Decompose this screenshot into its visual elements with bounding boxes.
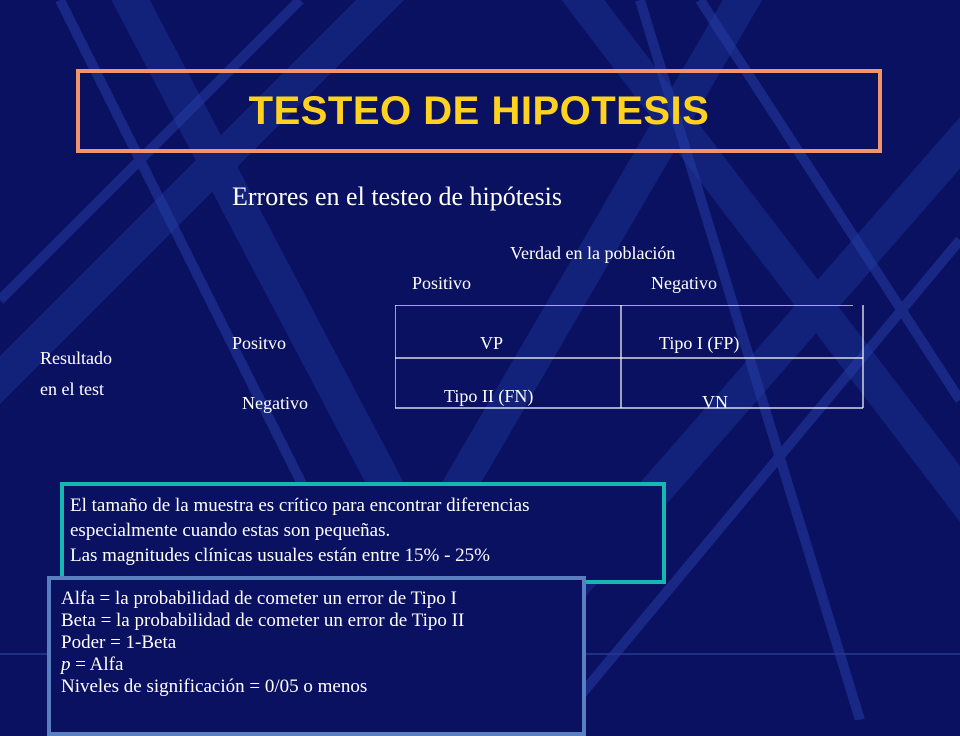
note-box: [60, 482, 666, 584]
p-equals-alfa: = Alfa: [70, 654, 124, 675]
cell-vp: VP: [480, 333, 504, 353]
definitions-box: [47, 576, 586, 736]
note-line-1: El tamaño de la muestra es crítico para encontrar diferencias: [70, 495, 530, 516]
slide-title: TESTEO DE HIPOTESIS: [248, 88, 710, 133]
note-line-3: Las magnitudes clínicas usuales están entre 15% - 25%: [70, 545, 490, 566]
definition-alfa: Alfa = la probabilidad de cometer un error de Tipo I: [61, 588, 457, 609]
definition-p: [61, 654, 582, 676]
cell-tipo-ii: Tipo II (FN): [444, 386, 534, 406]
col-header-negativo: Negativo: [651, 273, 717, 293]
side-label-line2: en el test: [40, 379, 104, 399]
slide-subtitle: Errores en el testeo de hipótesis: [232, 182, 562, 211]
definition-beta: Beta = la probabilidad de cometer un error de Tipo II: [61, 610, 465, 631]
note-line-2: especialmente cuando estas son pequeñas.: [70, 520, 391, 541]
table-header-group: Verdad en la población: [510, 243, 676, 263]
side-label-line1: Resultado: [40, 348, 112, 368]
row-header-negativo: Negativo: [242, 393, 308, 413]
definition-significance: Niveles de significación = 0/05 o menos: [61, 676, 368, 697]
cell-vn: VN: [702, 392, 728, 412]
title-box: [76, 69, 882, 153]
cell-tipo-i: Tipo I (FP): [659, 333, 740, 353]
row-header-positvo: Positvo: [232, 333, 287, 353]
p-symbol: p: [61, 654, 71, 675]
col-header-positivo: Positivo: [412, 273, 472, 293]
definition-poder: Poder = 1-Beta: [61, 632, 177, 653]
